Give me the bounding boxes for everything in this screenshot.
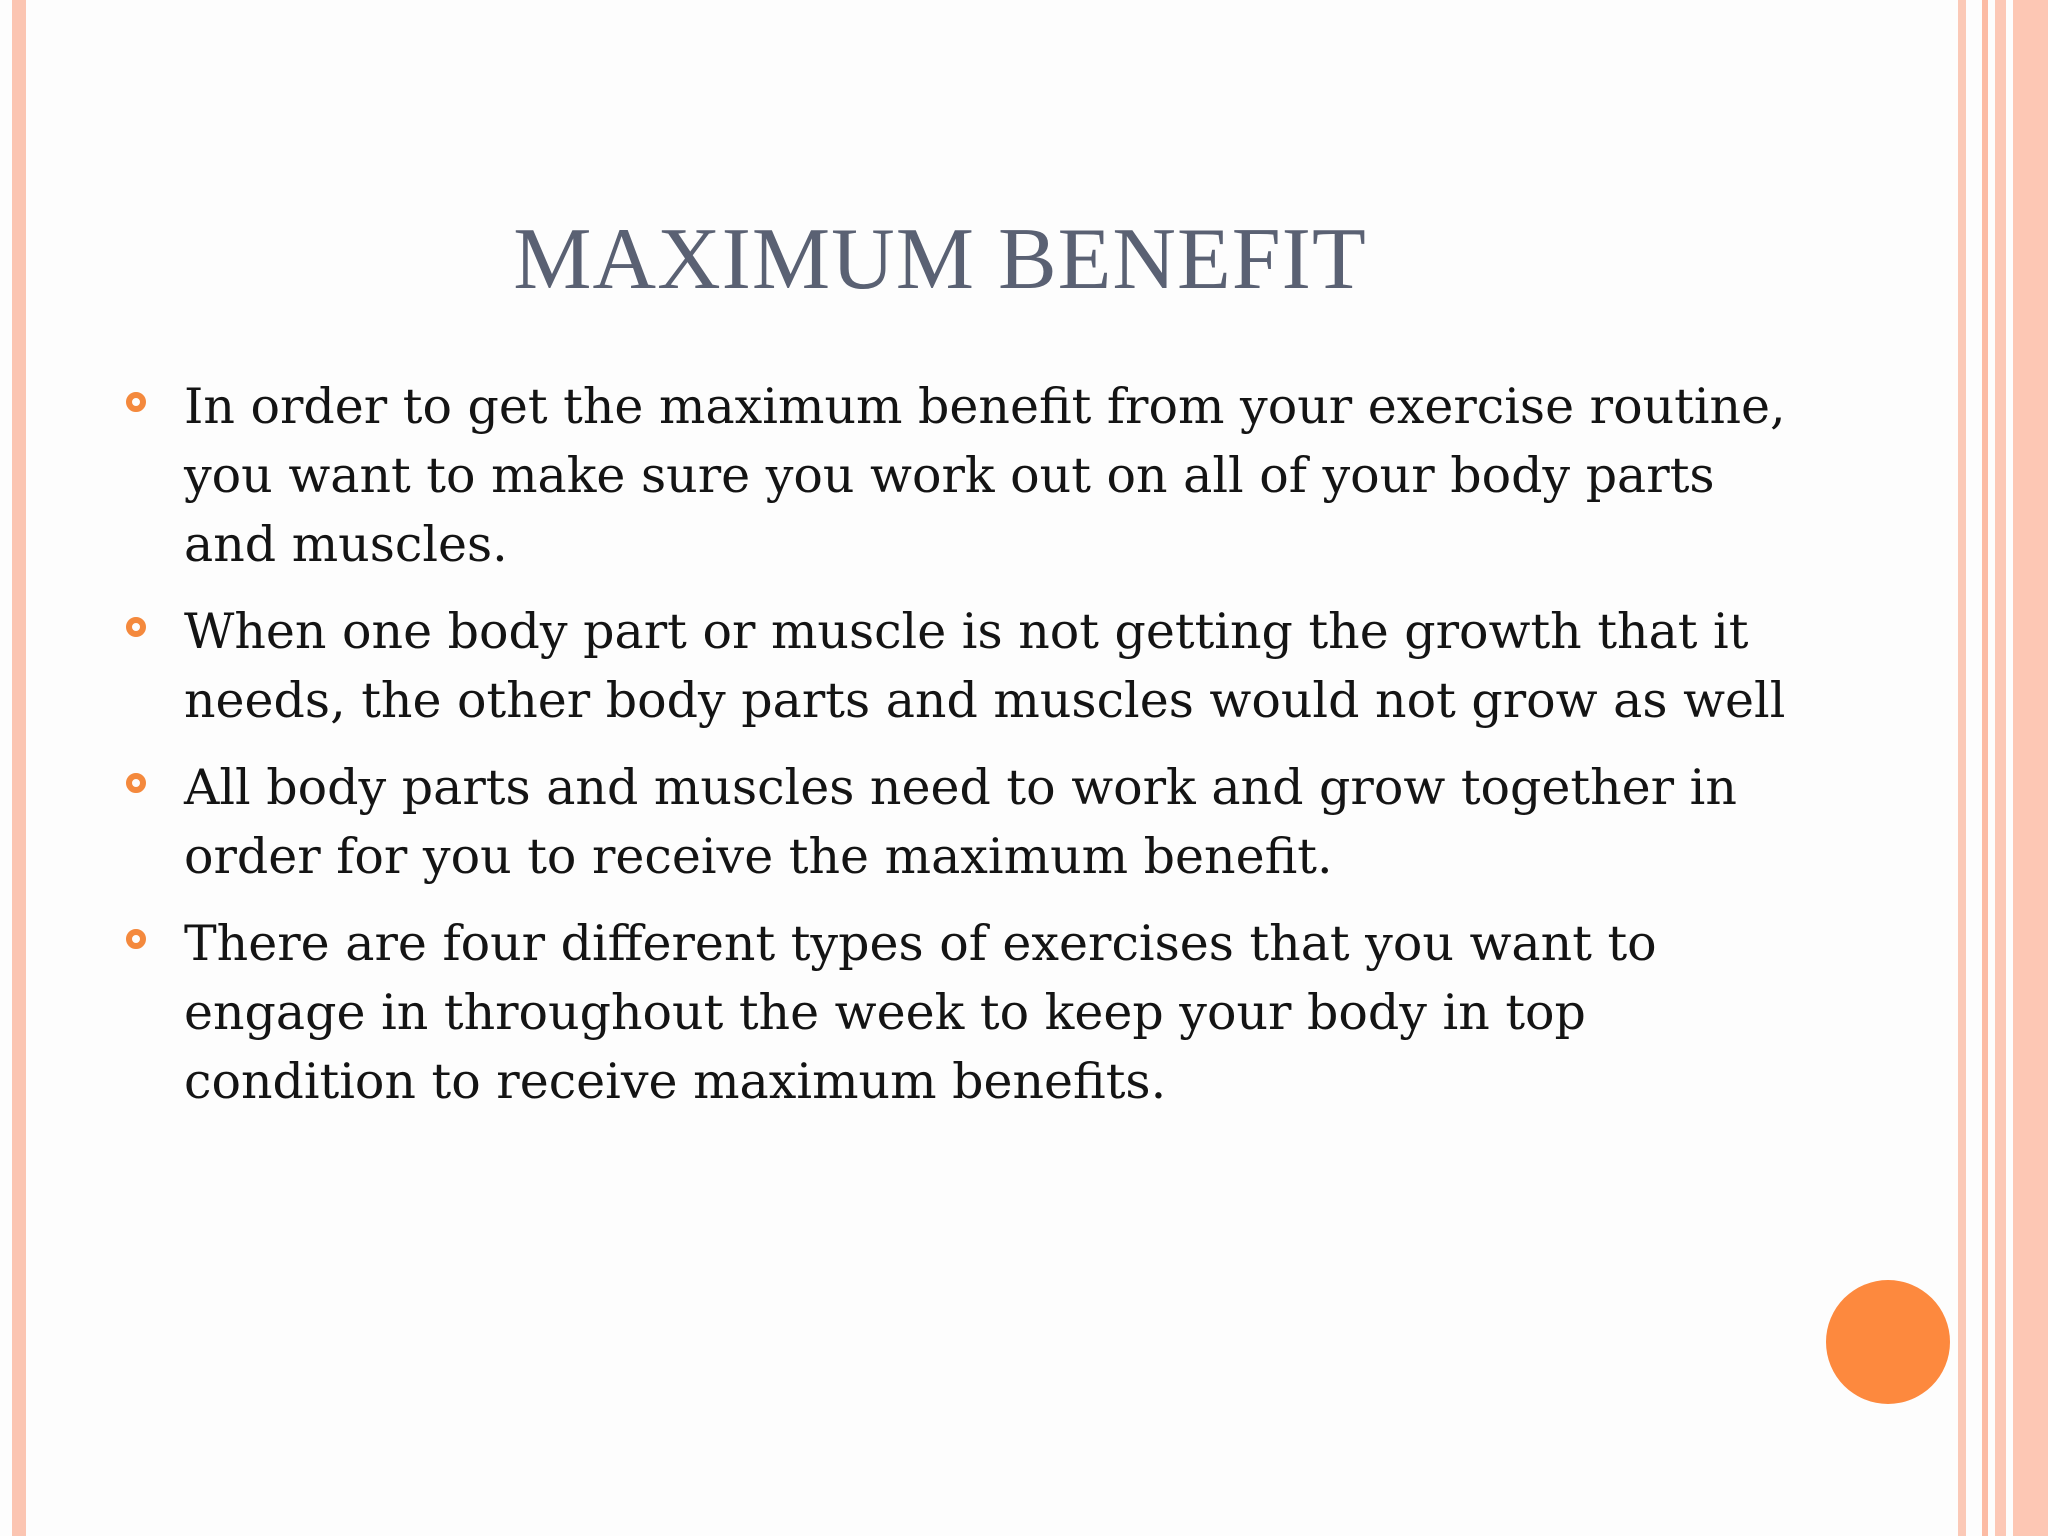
bullet-item [120,753,1800,891]
right-border-stripe [2013,0,2048,1536]
slide-title: MAXIMUM BENEFIT [513,211,1367,308]
bullet-text: All body parts and muscles need to work and grow together in order for you to receive the maximum benefit. [184,759,1737,885]
ring-bullet-icon [126,773,146,793]
bullet-text: In order to get the maximum benefit from your exercise routine, you want to make sure you work out on all of your body parts and muscles. [184,378,1786,573]
orange-circle-decoration [1826,1280,1950,1404]
right-border-stripe [1982,0,1988,1536]
right-border-stripe [1995,0,2006,1536]
bullet-item [120,909,1800,1116]
bullet-text: When one body part or muscle is not getting the growth that it needs, the other body parts and muscles would not grow as well [184,603,1786,729]
bullet-item [120,372,1800,579]
ring-bullet-icon [126,392,146,412]
ring-bullet-icon [126,929,146,949]
right-border-stripe [1958,0,1966,1536]
bullet-list [120,372,1800,1134]
ring-bullet-icon [126,617,146,637]
bullet-text: There are four different types of exercises that you want to engage in throughout the week to keep your body in top condition to receive maximum benefits. [184,915,1657,1110]
bullet-item [120,597,1800,735]
